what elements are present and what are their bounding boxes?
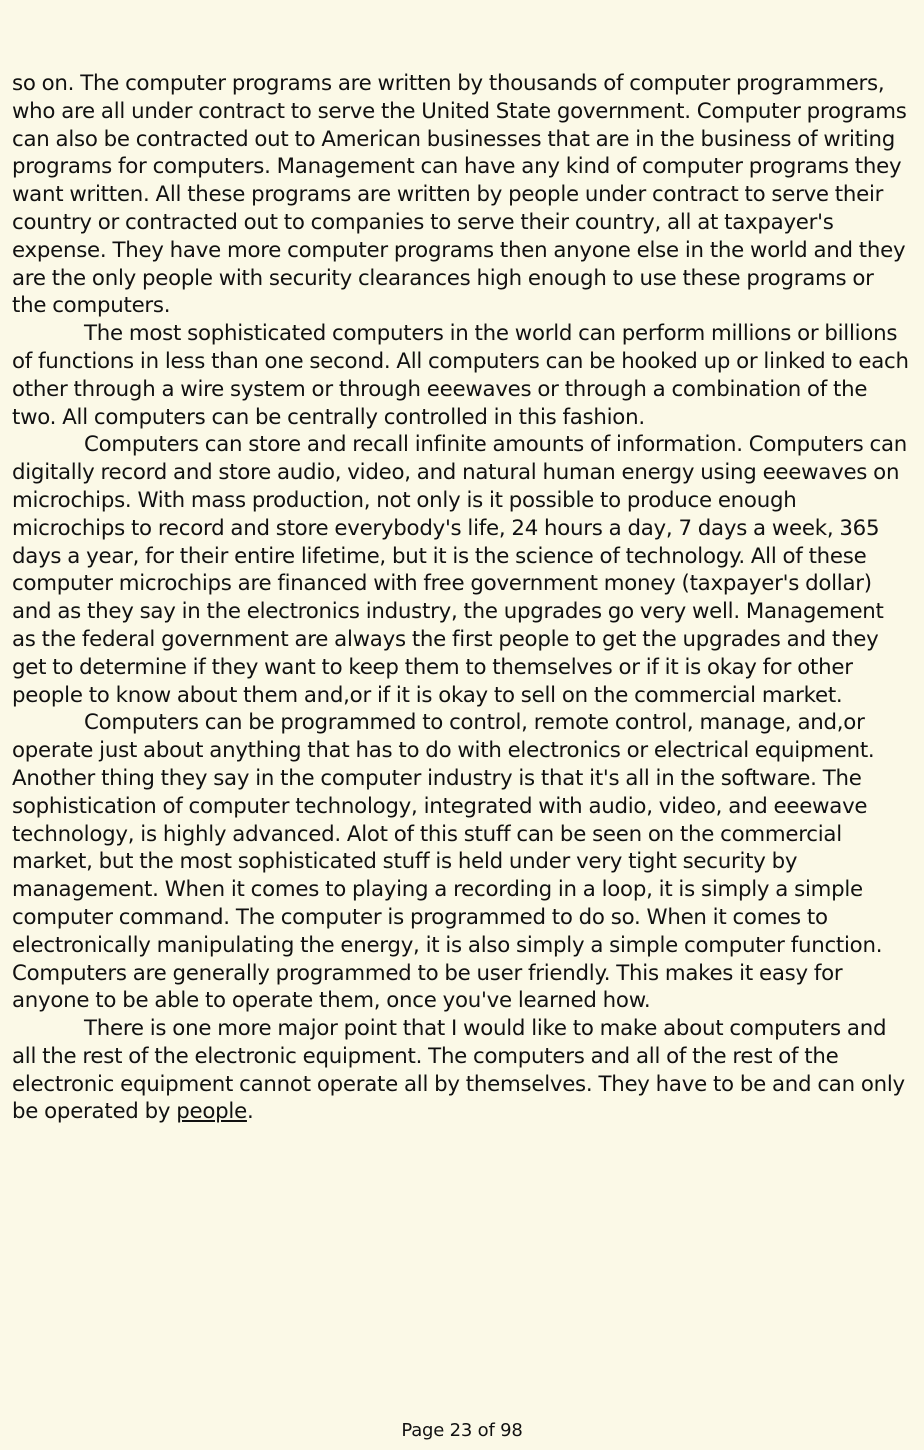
paragraph-programmed-control: Computers can be programmed to control, remote control, manage, and,or operate just about anything that has to do with electronics or electrical equipment. Another thing they say in the computer industry is that it's all in the software. The sophistication of computer technology, integrated with audio, video, and eeewave technology, is highly advanced. Alot of this stuff can be seen on the commercial market, but the most sophisticated stuff is held under very tight security by management. When it comes to playing a recording in a loop, it is simply a simple computer command. The computer is programmed to do so. When it comes to electronically manipulating the energy, it is also simply a simple computer function. Computers are generally programmed to be user friendly. This makes it easy for anyone to be able to operate them, once you've learned how. xyxy=(12,710,883,1014)
paragraph-store-recall: Computers can store and recall infinite amounts of information. Computers can digitally record and store audio, video, and natural human energy using eeewaves on microchips. With mass production, not only is it possible to produce enough microchips to record and store everybody's life, 24 hours a day, 7 days a week, 365 days a year, for their entire lifetime, but it is the science of technology. All of these computer microchips are financed with free government money (taxpayer's dollar) and as they say in the electronics industry, the upgrades go very well. Management as the federal government are always the first people to get the upgrades and they get to determine if they want to keep them to themselves or if it is okay for other people to know about them and,or if it is okay to sell on the commercial market. xyxy=(12,432,907,708)
paragraph-sophisticated-computers: The most sophisticated computers in the world can perform millions or billions of functions in less than one second. All computers can be hooked up or linked to each other through a wire system or through eeewaves or through a combination of the two. All computers can be centrally controlled in this fashion. xyxy=(12,321,909,430)
page-number: Page 23 of 98 xyxy=(401,1420,523,1441)
paragraph-ending: . xyxy=(246,1099,254,1125)
paragraph-operated-by-people xyxy=(12,1015,912,1126)
paragraph-continuation: so on. The computer programs are written by thousands of computer programmers, who are all under contract to serve the United State government. Computer programs can also be contracted out to American businesses that are in the business of writing programs for computers. Management can have any kind of computer programs they want written. All these programs are written by people under contract to serve their country or contracted out to companies to serve their country, all at taxpayer's expense. They have more computer programs then anyone else in the world and they are the only people with security clearances high enough to use these programs or the computers. xyxy=(12,71,907,319)
document-body xyxy=(12,70,912,1126)
underlined-word: people xyxy=(176,1099,247,1125)
paragraph-final-text: There is one more major point that I would like to make about computers and all the rest of the electronic equipment. The computers and all of the rest of the electronic equipment cannot operate all by themselves. They have to be and can only be operated by xyxy=(12,1016,905,1125)
